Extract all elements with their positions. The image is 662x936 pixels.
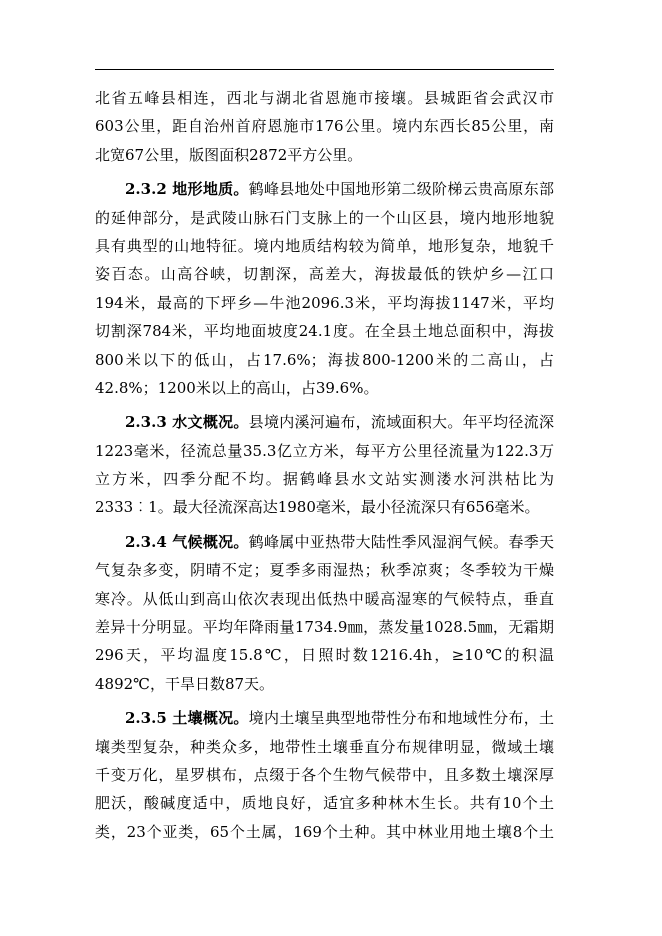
- text-line: 1223毫米，径流总量35.3亿立方米，每平方公里径流量为122.3万: [95, 441, 554, 460]
- paragraph-hydrology: [95, 408, 554, 522]
- text-line-body: 鹤峰属中亚热带大陆性季风湿润气候。春季天: [248, 532, 554, 551]
- text-line: 类，23个亚类，65个土属，169个土种。其中林业用地土壤8个土: [95, 822, 554, 841]
- section-heading: 2.3.5 土壤概况。: [125, 709, 249, 728]
- text-line: 42.8%；1200米以上的高山，占39.6%。: [95, 378, 379, 397]
- text-line: 切割深784米，平均地面坡度24.1度。在全县土地总面积中，海拔: [95, 322, 554, 341]
- text-line: 194米，最高的下坪乡—牛池2096.3米，平均海拔1147米，平均: [95, 293, 554, 312]
- section-heading: 2.3.4 气候概况。: [125, 532, 249, 551]
- text-line: 800米以下的低山，占17.6%；海拔800-1200米的二高山，占: [95, 350, 554, 369]
- text-line: 北省五峰县相连，西北与湖北省恩施市接壤。县城距省会武汉市: [95, 89, 554, 107]
- text-line: 2333︰1。最大径流深高达1980毫米，最小径流深只有656毫米。: [95, 498, 540, 517]
- section-heading: 2.3.2 地形地质。: [125, 180, 249, 199]
- text-line: 姿百态。山高谷峡，切割深，高差大，海拔最低的铁炉乡—江口: [95, 265, 554, 284]
- text-line: 壤类型复杂，种类众多，地带性土壤垂直分布规律明显，微域土壤: [95, 737, 554, 756]
- text-line-body: 境内土壤呈典型地带性分布和地域性分布，土: [248, 709, 554, 728]
- section-heading: 2.3.3 水文概况。: [125, 413, 249, 432]
- text-line: [95, 175, 554, 203]
- text-line: 的延伸部分，是武陵山脉石门支脉上的一个山区县，境内地形地貌: [95, 208, 554, 227]
- text-line: 具有典型的山地特征。境内地质结构较为简单，地形复杂，地貌千: [95, 236, 554, 255]
- document-body: [95, 84, 554, 846]
- text-line: 296天，平均温度15.8℃，日照时数1216.4h，≥10℃的积温: [95, 646, 554, 665]
- text-line: 北宽67公里，版图面积2872平方公里。: [95, 145, 363, 164]
- paragraph-climate: [95, 528, 554, 698]
- text-line-body: 鹤峰县地处中国地形第二级阶梯云贵高原东部: [248, 180, 554, 199]
- text-line: 气复杂多变，阴晴不定；夏季多雨湿热；秋季凉爽；冬季较为干燥: [95, 561, 554, 580]
- text-line: [95, 704, 554, 732]
- text-line: 603公里，距自治州首府恩施市176公里。境内东西长85公里，南: [95, 117, 554, 136]
- paragraph-terrain-geology: [95, 175, 554, 402]
- text-line: [95, 408, 554, 436]
- text-line: 肥沃，酸碱度适中，质地良好，适宜多种林木生长。共有10个土: [95, 794, 554, 813]
- text-line: 4892℃，干旱日数87天。: [95, 674, 275, 693]
- text-line: [95, 528, 554, 556]
- text-line: 立方米，四季分配不均。据鹤峰县水文站实测溇水河洪枯比为: [95, 470, 554, 489]
- text-line: 千变万化，星罗棋布，点缀于各个生物气候带中，且多数土壤深厚: [95, 765, 554, 784]
- paragraph-location: [95, 84, 554, 169]
- header-rule: [95, 69, 554, 70]
- paragraph-soil: [95, 704, 554, 846]
- text-line-body: 县境内溪河遍布，流域面积大。年平均径流深: [248, 413, 554, 432]
- text-line: 差异十分明显。平均年降雨量1734.9㎜，蒸发量1028.5㎜，无霜期: [95, 618, 554, 637]
- text-line: 寒冷。从低山到高山依次表现出低热中暖高湿寒的气候特点，垂直: [95, 589, 554, 608]
